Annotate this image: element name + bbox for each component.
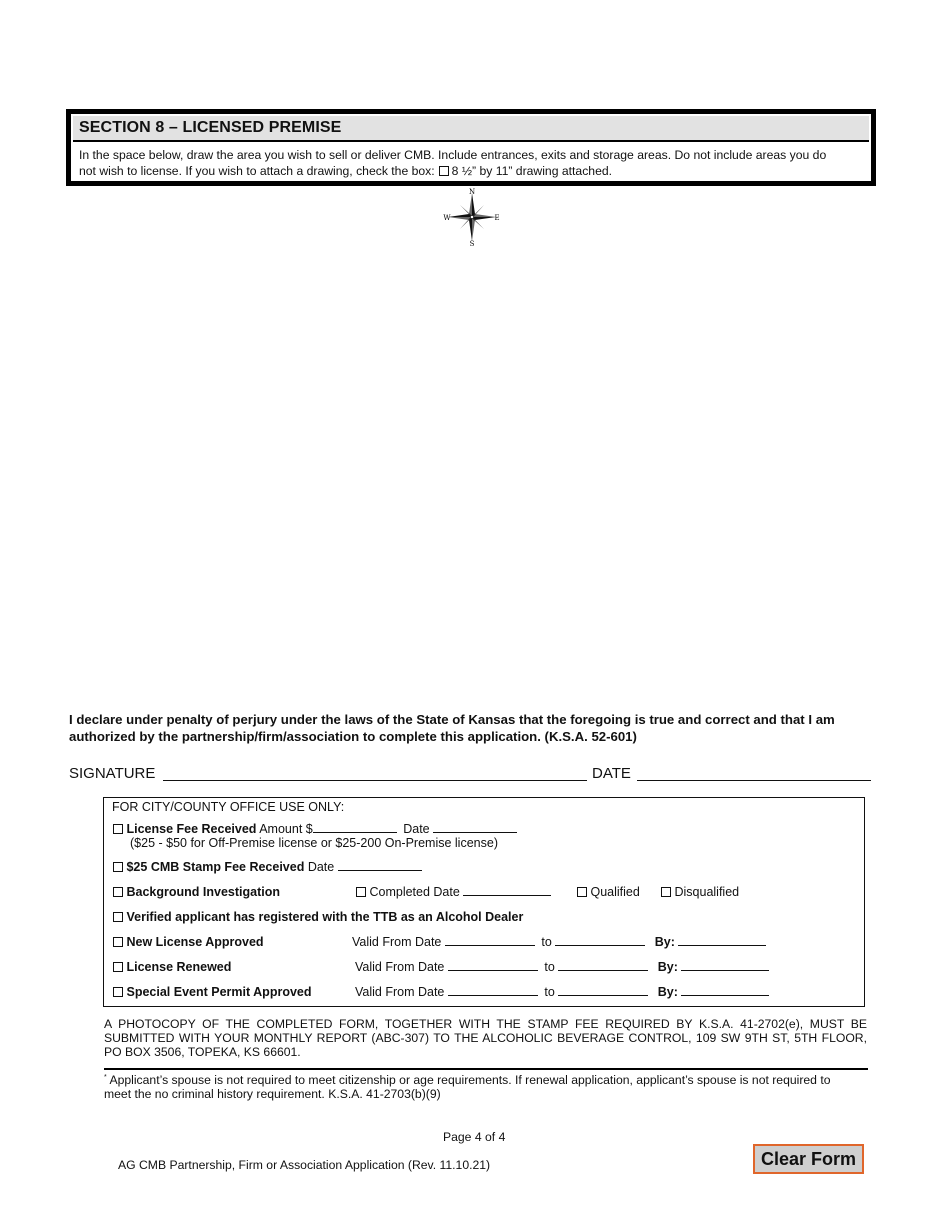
completed-date-field[interactable] (463, 885, 551, 896)
amount-label: Amount $ (259, 822, 313, 836)
completed-checkbox[interactable] (356, 887, 366, 897)
form-identifier: AG CMB Partnership, Firm or Association Application (Rev. 11.10.21) (118, 1158, 491, 1172)
office-use-heading: FOR CITY/COUNTY OFFICE USE ONLY: (112, 800, 345, 814)
new-to-label: to (541, 935, 552, 949)
disqualified-checkbox[interactable] (661, 887, 671, 897)
special-valid-from-label: Valid From Date (355, 985, 445, 999)
instructions-line-1: In the space below, draw the area you wish to sell or deliver CMB. Include entrances, exits and storage areas. Do not include areas you do (79, 148, 827, 162)
footnote-text: Applicant’s spouse is not required to meet citizenship or age requirements. If renewal application, applicant’s spouse is not required to meet the no criminal history requirement. K.S.A. 41-2703(b)(9) (104, 1073, 831, 1102)
fee-note: ($25 - $50 for Off-Premise license or $25-200 On-Premise license) (130, 836, 498, 850)
stamp-fee-label: $25 CMB Stamp Fee Received (126, 860, 305, 874)
renewed-by-field[interactable] (681, 960, 769, 971)
special-valid-to-field[interactable] (558, 985, 648, 996)
qualified-checkbox[interactable] (577, 887, 587, 897)
fee-date-label: Date (403, 822, 430, 836)
footnote-divider (104, 1068, 868, 1070)
qualified-label: Qualified (590, 885, 640, 899)
fee-date-field[interactable] (433, 822, 517, 833)
special-valid-from-field[interactable] (448, 985, 538, 996)
renewed-valid-to-field[interactable] (558, 960, 648, 971)
renewed-valid-from-field[interactable] (448, 960, 538, 971)
signature-date-field[interactable] (637, 780, 871, 781)
special-by-label: By: (657, 985, 678, 999)
instructions-line-2: not wish to license. If you wish to attach a drawing, check the box: (79, 164, 435, 178)
section-8-instructions (79, 147, 859, 179)
ttb-checkbox[interactable] (113, 912, 123, 922)
renewed-checkbox[interactable] (113, 962, 123, 972)
perjury-declaration: I declare under penalty of perjury under the laws of the State of Kansas that the foregoing is true and correct and that I am authorized by the partnership/firm/association to complete this application. (K.S.A. 52-601) (69, 712, 835, 744)
spouse-footnote (104, 1071, 844, 1101)
special-event-label: Special Event Permit Approved (126, 985, 312, 999)
signature-label: SIGNATURE (69, 765, 156, 782)
date-label: DATE (592, 765, 631, 782)
submission-notice: A PHOTOCOPY OF THE COMPLETED FORM, TOGETHER WITH THE STAMP FEE REQUIRED BY K.S.A. 41-2702(e), MUST BE SUBMITTED WITH YOUR MONTHLY REPORT (ABC-307) TO THE ALCOHOLIC BEVERAGE CONTROL, 109 SW 9TH ST, 5TH FLOOR, PO BOX 3506, TOPEKA, KS 66601. (104, 1017, 867, 1059)
drawing-attached-checkbox[interactable] (439, 166, 449, 176)
page-number: Page 4 of 4 (443, 1130, 506, 1144)
new-valid-from-field[interactable] (445, 935, 535, 946)
renewed-to-label: to (544, 960, 555, 974)
new-valid-from-label: Valid From Date (352, 935, 442, 949)
clear-form-button[interactable]: Clear Form (753, 1144, 864, 1174)
renewed-valid-from-label: Valid From Date (355, 960, 445, 974)
background-checkbox[interactable] (113, 887, 123, 897)
amount-field[interactable] (313, 822, 397, 833)
new-by-label: By: (654, 935, 675, 949)
compass-n: N (468, 188, 476, 196)
compass-s: S (469, 240, 475, 248)
compass-w: W (443, 214, 451, 222)
renewed-label: License Renewed (126, 960, 232, 974)
special-to-label: to (544, 985, 555, 999)
special-event-checkbox[interactable] (113, 987, 123, 997)
stamp-fee-checkbox[interactable] (113, 862, 123, 872)
renewed-by-label: By: (657, 960, 678, 974)
new-valid-to-field[interactable] (555, 935, 645, 946)
drawing-attached-label: 8 ½” by 11” drawing attached. (451, 164, 613, 178)
signature-field[interactable] (163, 780, 587, 781)
license-fee-label: License Fee Received (126, 822, 257, 836)
background-label: Background Investigation (126, 885, 280, 899)
disqualified-label: Disqualified (674, 885, 740, 899)
completed-date-label: Completed Date (369, 885, 460, 899)
section-8-title: SECTION 8 – LICENSED PREMISE (79, 119, 342, 136)
footnote-marker: * (104, 1074, 107, 1081)
stamp-date-label: Date (307, 860, 335, 874)
new-license-checkbox[interactable] (113, 937, 123, 947)
drawing-area[interactable] (70, 250, 875, 700)
license-fee-checkbox[interactable] (113, 824, 123, 834)
compass-rose-icon (440, 186, 504, 248)
compass-e: E (494, 214, 500, 222)
new-license-label: New License Approved (126, 935, 264, 949)
stamp-date-field[interactable] (338, 860, 422, 871)
special-by-field[interactable] (681, 985, 769, 996)
ttb-label: Verified applicant has registered with the TTB as an Alcohol Dealer (126, 910, 524, 924)
new-by-field[interactable] (678, 935, 766, 946)
